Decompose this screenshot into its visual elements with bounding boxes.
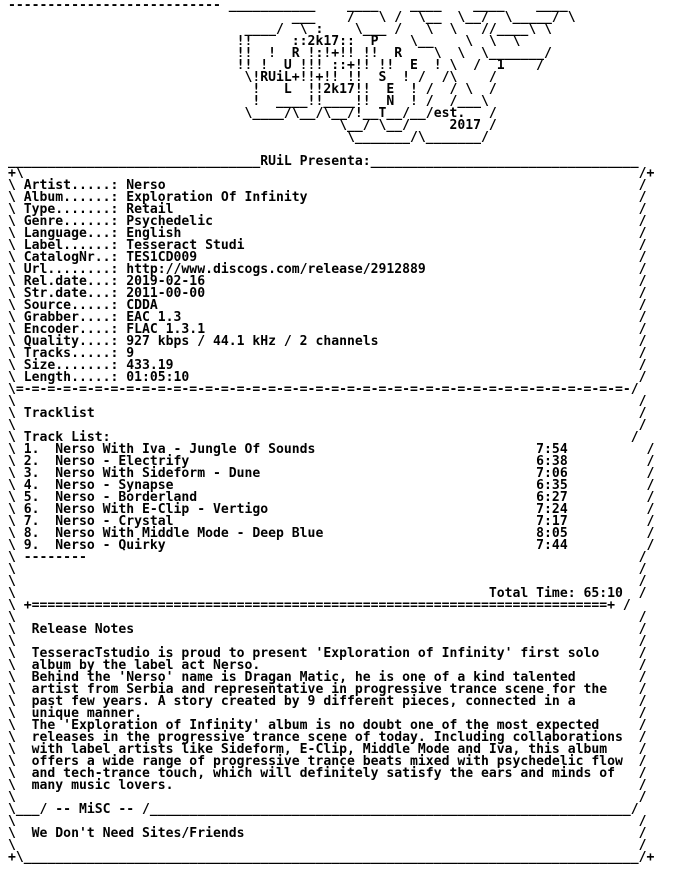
nfo-line: \ 4. Nerso - Synapse 6:35 / (8, 478, 655, 493)
nfo-line: ____/ \ : \___ / \ \ //____\ \ (8, 22, 552, 37)
nfo-line: \ with label artists like Sideform, E-Clip, Middle Mode and Iva, this album / (8, 742, 647, 757)
nfo-line: \__/ \__/ 2017 / (8, 118, 497, 133)
nfo-line: \ Size.......: 433.19 / (8, 358, 647, 373)
nfo-line: \ CatalogNr..: TES1CD009 / (8, 250, 647, 265)
nfo-line: \ / (8, 418, 647, 433)
nfo-line: \ releases in the progressive trance scene of today. Including collaborations / (8, 730, 647, 745)
nfo-line: \ offers a wide range of progressive trance beats mixed with psychedelic flow / (8, 754, 647, 769)
nfo-line: \ 9. Nerso - Quirky 7:44 / (8, 538, 655, 553)
nfo-line: \ album by the label act Nerso. / (8, 658, 647, 673)
nfo-line: !! ::2k17:: P \__ \ \ \ (8, 34, 560, 49)
nfo-line: ________________________________RUiL Presenta:__________________________________ (8, 154, 639, 169)
nfo-line: \ 2. Nerso - Electrify 6:38 / (8, 454, 655, 469)
nfo-line: \=-=-=-=-=-=-=-=-=-=-=-=-=-=-=-=-=-=-=-=-=-=-=-=-=-=-=-=-=-=-=-=-=-=-=-=-=-=-=-/ (8, 382, 639, 397)
nfo-line: ! L !!2k17!! E ! / / \ / (8, 82, 497, 97)
nfo-line: +\ /+ (8, 166, 655, 181)
nfo-line: \ TesseracTstudio is proud to present 'Exploration of Infinity' first solo / (8, 646, 647, 661)
nfo-line: \ Total Time: 65:10 / (8, 586, 647, 601)
nfo-line: \___/ -- MiSC -- /_____________________________________________________________/ (8, 802, 639, 817)
nfo-line: !! ! R !:!+!! !! R \ \ \_______/ (8, 46, 552, 61)
nfo-line: \ / (8, 790, 647, 805)
nfo-line: \ 6. Nerso With E-Clip - Vertigo 7:24 / (8, 502, 655, 517)
nfo-line: \!RUiL+!!+!! !! S ! / /\ / (8, 70, 497, 85)
nfo-line: \ past few years. A story created by 9 different pieces, connected in a / (8, 694, 647, 709)
nfo-line: \ artist from Serbia and representative in progressive trance scene for the / (8, 682, 647, 697)
nfo-line: \ / (8, 562, 647, 577)
nfo-line: \ Track List: / (8, 430, 639, 445)
nfo-line: \ -------- / (8, 550, 647, 565)
nfo-line: \ / (8, 394, 647, 409)
nfo-line: \ Genre......: Psychedelic / (8, 214, 647, 229)
nfo-line: +\______________________________________________________________________________/+ (8, 850, 655, 865)
nfo-line: \ Grabber....: EAC 1.3 / (8, 310, 647, 325)
nfo-line: \ 5. Nerso - Borderland 6:27 / (8, 490, 655, 505)
nfo-line: \_______/\_______/ (8, 130, 489, 145)
nfo-line: \ Label......: Tesseract Studi / (8, 238, 647, 253)
nfo-line: \ Url........: http://www.discogs.com/release/2912889 / (8, 262, 647, 277)
nfo-line: \ 7. Nerso - Crystal 7:17 / (8, 514, 655, 529)
nfo-line: \ 8. Nerso With Middle Mode - Deep Blue 8:05 / (8, 526, 655, 541)
nfo-line: \ unique manner. / (8, 706, 647, 721)
nfo-line: \ / (8, 610, 647, 625)
nfo-line: \ Tracklist / (8, 406, 647, 421)
nfo-line: \ Type.......: Retail / (8, 202, 647, 217)
nfo-line: \ Rel.date...: 2019-02-16 / (8, 274, 647, 289)
nfo-line: \ Album......: Exploration Of Infinity / (8, 190, 647, 205)
nfo-line: \ Behind the 'Nerso' name is Dragan Matic, he is one of a kind talented / (8, 670, 647, 685)
nfo-line: \____/\__/\__/!__T__/__/est. / (8, 106, 497, 121)
nfo-line: \ We Don't Need Sites/Friends / (8, 826, 647, 841)
nfo-line: ! ____!!____!! N ! / /___\ (8, 94, 489, 109)
nfo-line: \ 1. Nerso With Iva - Jungle Of Sounds 7:54 / (8, 442, 655, 457)
nfo-line: !! ! U !!! ::+!! !! E ! \ / 1 / (8, 58, 545, 73)
nfo-line: \ Tracks.....: 9 / (8, 346, 647, 361)
nfo-line: \ / (8, 838, 647, 853)
nfo-line: \ Encoder....: FLAC 1.3.1 / (8, 322, 647, 337)
nfo-line: \ Length.....: 01:05:10 / (8, 370, 647, 385)
nfo-line: \ Str.date...: 2011-00-00 / (8, 286, 647, 301)
nfo-line: \ Source.....: CDDA / (8, 298, 647, 313)
nfo-line: \ / (8, 574, 647, 589)
nfo-line: \ +=========================================================================+ / (8, 598, 631, 613)
nfo-line: ___ / \ / \__ \__/ \_____/ \ (8, 10, 576, 25)
nfo-line: \ Release Notes / (8, 622, 647, 637)
nfo-line: \ 3. Nerso With Sideform - Dune 7:06 / (8, 466, 655, 481)
nfo-line: \ many music lovers. / (8, 778, 647, 793)
nfo-line: \ / (8, 634, 647, 649)
nfo-line: \ Quality....: 927 kbps / 44.1 kHz / 2 channels / (8, 334, 647, 349)
nfo-line: \ and tech-trance touch, which will definitely satisfy the ears and minds of / (8, 766, 647, 781)
nfo-line: \ Language...: English / (8, 226, 647, 241)
nfo-line: \ / (8, 814, 647, 829)
nfo-line: \ Artist.....: Nerso / (8, 178, 647, 193)
nfo-line: \ The 'Exploration of Infinity' album is no doubt one of the most expected / (8, 718, 647, 733)
nfo-line: --------------------------- ___________ ____ ____ ____ ____ (8, 0, 568, 13)
